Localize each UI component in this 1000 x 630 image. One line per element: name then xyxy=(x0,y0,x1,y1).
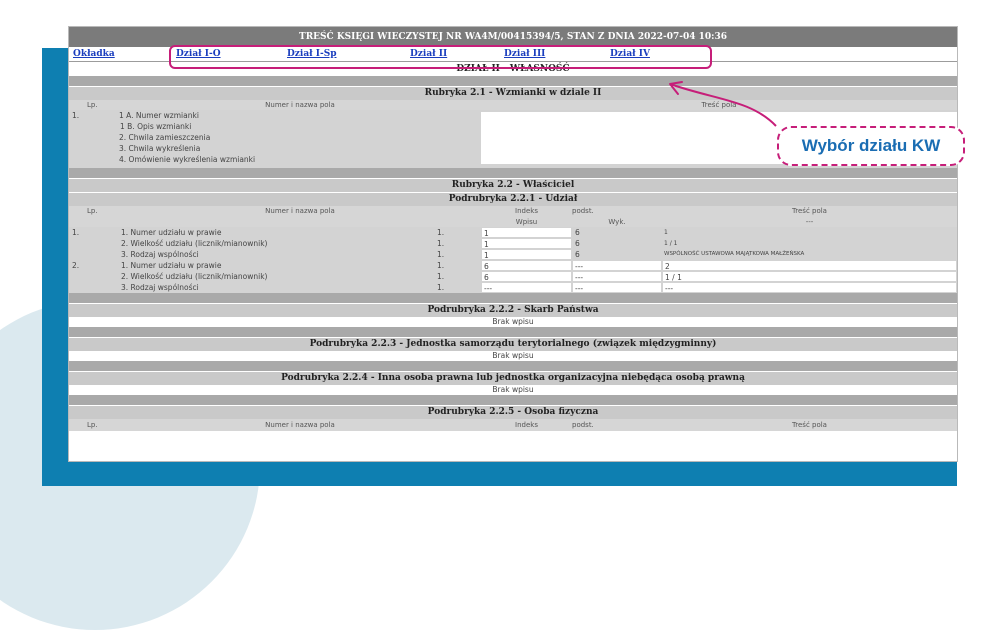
nav-dzial-iii[interactable]: Dział III xyxy=(504,49,546,59)
col-indeks: Indeks xyxy=(515,421,538,429)
table-row: 3. Rodzaj wspólności 1. --- --- --- xyxy=(69,282,957,293)
nav-okladka[interactable]: Okładka xyxy=(73,49,115,59)
no-entry-text: Brak wpisu xyxy=(69,351,957,361)
podrubryka-2-2-3-title: Podrubryka 2.2.3 - Jednostka samorządu terytorialnego (związek międzygminny) xyxy=(69,337,957,351)
podrubryka-2-2-1-header xyxy=(69,206,957,217)
row-lp: 1. xyxy=(72,111,80,120)
col-lp: Lp. xyxy=(87,421,98,429)
col-dashes: --- xyxy=(805,218,814,226)
field-name: 4. Omówienie wykreślenia wzmianki xyxy=(119,155,256,164)
col-field: Numer i nazwa pola xyxy=(265,207,335,215)
nav-dzial-i-sp[interactable]: Dział I-Sp xyxy=(287,49,337,59)
table-row: 1. 1. Numer udziału w prawie 1. 1 6 1 xyxy=(69,227,957,238)
col-indeks: Indeks xyxy=(515,207,538,215)
podrubryka-2-2-1-subheader xyxy=(69,217,957,227)
nav-dzial-iv[interactable]: Dział IV xyxy=(610,49,650,59)
podrubryka-2-2-1-title: Podrubryka 2.2.1 - Udział xyxy=(69,192,957,206)
col-lp: Lp. xyxy=(87,101,98,109)
col-podst: podst. xyxy=(572,421,594,429)
divider xyxy=(69,327,957,337)
section-title: DZIAŁ II - WŁASNOŚĆ xyxy=(69,62,957,76)
rubryka-2-1-title: Rubryka 2.1 - Wzmianki w dziale II xyxy=(69,86,957,100)
divider xyxy=(69,168,957,178)
field-name: 3. Chwila wykreślenia xyxy=(119,144,201,153)
document-title: TREŚĆ KSIĘGI WIECZYSTEJ NR WA4M/00415394/5, STAN Z DNIA 2022-07-04 10:36 xyxy=(69,27,957,47)
nav-highlight-frame xyxy=(169,45,712,69)
nav-dzial-i-o[interactable]: Dział I-O xyxy=(176,49,221,59)
table-row: 3. Rodzaj wspólności 1. 1 6 WSPÓLNOŚĆ USTAWOWA MAJĄTKOWA MAŁŻEŃSKA xyxy=(69,249,957,260)
podrubryka-2-2-5-title: Podrubryka 2.2.5 - Osoba fizyczna xyxy=(69,405,957,419)
divider xyxy=(69,395,957,405)
field-name: 2. Chwila zamieszczenia xyxy=(119,133,211,142)
col-wpisu: Wpisu xyxy=(515,218,538,226)
col-field: Numer i nazwa pola xyxy=(265,421,335,429)
podrubryka-2-2-2-title: Podrubryka 2.2.2 - Skarb Państwa xyxy=(69,303,957,317)
col-podst: podst. xyxy=(572,207,594,215)
podrubryka-2-2-4-title: Podrubryka 2.2.4 - Inna osoba prawna lub jednostka organizacyjna niebędąca osobą prawną xyxy=(69,371,957,385)
callout-arrow xyxy=(656,70,796,130)
col-content: Treść pola xyxy=(792,207,827,215)
rubryka-2-2-title: Rubryka 2.2 - Właściciel xyxy=(69,178,957,192)
col-wyk: Wyk. xyxy=(608,218,626,226)
nav-dzial-ii[interactable]: Dział II xyxy=(410,49,448,59)
divider xyxy=(69,361,957,371)
table-row: 2. Wielkość udziału (licznik/mianownik) 1. 1 6 1 / 1 xyxy=(69,238,957,249)
col-content: Treść pola xyxy=(701,101,737,109)
no-entry-text: Brak wpisu xyxy=(69,317,957,327)
callout-label: Wybór działu KW xyxy=(777,126,965,166)
divider xyxy=(69,76,957,86)
land-register-document xyxy=(68,26,958,462)
divider xyxy=(69,293,957,303)
col-field: Numer i nazwa pola xyxy=(265,101,335,109)
table-row: 2. Wielkość udziału (licznik/mianownik) 1. 6 --- 1 / 1 xyxy=(69,271,957,282)
col-content: Treść pola xyxy=(792,421,827,429)
col-lp: Lp. xyxy=(87,207,98,215)
table-row: 2. 1. Numer udziału w prawie 1. 6 --- 2 xyxy=(69,260,957,271)
field-list xyxy=(119,110,481,168)
rubryka-2-1-header xyxy=(69,100,957,110)
no-entry-text: Brak wpisu xyxy=(69,385,957,395)
field-name: 1 B. Opis wzmianki xyxy=(120,122,192,131)
field-name: 1 A. Numer wzmianki xyxy=(119,111,199,120)
podrubryka-2-2-5-header xyxy=(69,419,957,431)
